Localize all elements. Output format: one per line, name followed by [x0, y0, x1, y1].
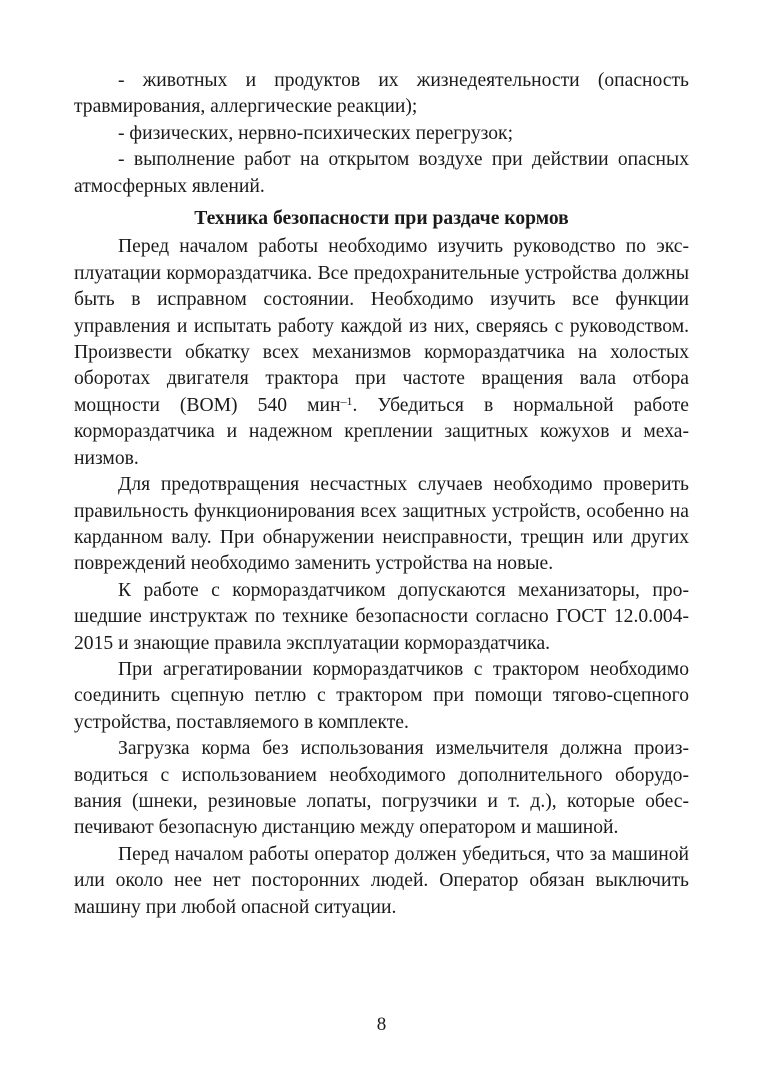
paragraph: К работе с кормораздатчиком допускаются механизаторы, прошедшие инструктаж по технике безопасности согласно ГОСТ 12.0.004-2015 и знающие правила эксплуатации кормораздатчика. [74, 579, 689, 654]
list-item: - выполнение работ на открытом воздухе при действии опасных атмосферных явлений. [74, 149, 689, 197]
list-item: - животных и продуктов их жизнедеятельности (опасность травмирования, аллергические реакции); [74, 70, 689, 118]
superscript: –1 [340, 393, 353, 408]
paragraph: Перед началом работы оператор должен убедиться, что за машиной или около нее нет посторонних людей. Оператор обязан выключить машину при любой опасной ситуации. [74, 843, 689, 918]
page-number: 8 [376, 1014, 387, 1035]
paragraph: Загрузка корма без использования измельчителя должна производиться с использованием необходимого дополнительного оборудования (шнеки, резиновые лопаты, погрузчики и т. д.), которые обеспечивают безопасную дистанцию между оператором и машиной. [74, 738, 689, 839]
paragraph: При агрегатировании кормораздатчиков с трактором необходимо соединить сцепную петлю с трактором при помощи тягово-сцепного устройства, поставляемого в комплекте. [74, 658, 689, 733]
paragraph-text: . Убедиться в нормальной работе кормораздатчика и надежном креплении защитных кожухов и механизмов. [74, 394, 689, 469]
paragraph [74, 234, 689, 472]
paragraph-text: Перед началом работы необходимо изучить руководство по эксплуатации кормораздатчика. Все предохранительные устройства должны быть в исправном состоянии. Необходимо изучить все функции управления и испытать работу каждой из них, сверяясь с руководством. Произвести обкатку всех механизмов кормораздатчика на холостых оборотах двигателя трактора при частоте вращения вала отбора мощности (ВОМ) 540 мин [74, 236, 689, 416]
paragraph: Для предотвращения несчастных случаев необходимо проверить правильность функционирования всех защитных устройств, особенно на карданном валу. При обнаружении неисправности, трещин или других повреждений необходимо заменить устройства на новые. [74, 474, 689, 575]
page-body [74, 68, 689, 921]
list-item: - физических, нервно-психических перегрузок; [118, 122, 514, 144]
section-title: Техника безопасности при раздаче кормов [194, 208, 569, 230]
